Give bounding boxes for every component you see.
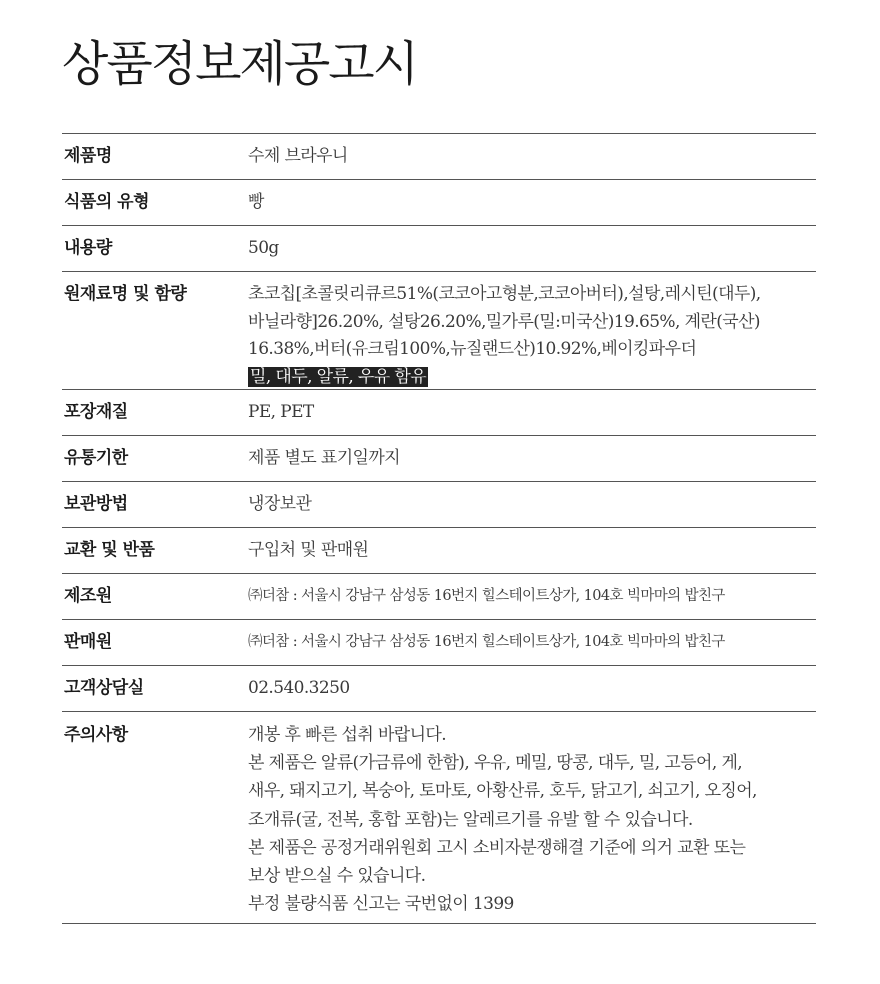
precaution-line: 개봉 후 빠른 섭취 바랍니다. <box>248 725 447 745</box>
row-label: 원재료명 및 함량 <box>64 284 187 304</box>
precaution-line: 본 제품은 공정거래위원회 고시 소비자분쟁해결 기준에 의거 교환 또는 <box>248 837 746 858</box>
row-label: 유통기한 <box>64 448 128 468</box>
table-row-customer-center <box>62 666 816 712</box>
row-label: 제품명 <box>64 146 112 166</box>
row-value: ㈜더참 : 서울시 강남구 삼성동 16번지 힐스테이트상가, 104호 빅마마의 밥친구 <box>248 634 725 650</box>
table-row-manufacturer <box>62 574 816 620</box>
row-label: 고객상담실 <box>64 678 144 698</box>
precaution-line: 보상 받으실 수 있습니다. <box>248 865 426 886</box>
row-value: 수제 브라우니 <box>248 146 348 166</box>
row-label: 제조원 <box>64 586 112 606</box>
table-row-expiry <box>62 436 816 482</box>
row-label: 주의사항 <box>64 725 128 745</box>
row-label: 교환 및 반품 <box>64 540 155 560</box>
precaution-line: 새우, 돼지고기, 복숭아, 토마토, 아황산류, 호두, 닭고기, 쇠고기, 오징어, <box>248 781 757 802</box>
table-row-food-type <box>62 180 816 226</box>
table-row-precautions <box>62 712 816 924</box>
table-row-ingredients <box>62 272 816 390</box>
row-value <box>248 281 816 389</box>
table-row-storage <box>62 482 816 528</box>
row-label: 식품의 유형 <box>64 192 150 212</box>
table-row-product-name <box>62 134 816 180</box>
row-value: 구입처 및 판매원 <box>248 540 369 560</box>
allergen-line <box>248 364 816 392</box>
info-table <box>62 133 816 924</box>
allergen-highlight: 밀, 대두, 알류, 우유 함유 <box>250 366 427 387</box>
ingredients-line: 바닐라향]26.20%, 설탕26.20%,밀가루(밀:미국산)19.65%, 계란(국산) <box>248 311 760 332</box>
table-row-net-content <box>62 226 816 272</box>
precaution-line: 부정 불량식품 신고는 국번없이 1399 <box>248 894 514 915</box>
precaution-line: 본 제품은 알류(가금류에 한함), 우유, 메밀, 땅콩, 대두, 밀, 고등어, 게, <box>248 753 743 774</box>
row-value: PE, PET <box>248 402 314 422</box>
row-label: 내용량 <box>64 238 112 258</box>
row-label: 보관방법 <box>64 494 128 514</box>
row-value: ㈜더참 : 서울시 강남구 삼성동 16번지 힐스테이트상가, 104호 빅마마의 밥친구 <box>248 588 725 604</box>
precaution-line: 조개류(굴, 전복, 홍합 포함)는 알레르기를 유발 할 수 있습니다. <box>248 809 693 830</box>
row-label: 판매원 <box>64 632 112 652</box>
table-row-packaging <box>62 390 816 436</box>
page-title: 상품정보제공고시 <box>62 36 417 92</box>
row-value: 빵 <box>248 192 264 212</box>
ingredients-line: 16.38%,버터(유크림100%,뉴질랜드산)10.92%,베이킹파우더 <box>248 339 697 359</box>
row-value: 냉장보관 <box>248 494 312 514</box>
ingredients-line: 초코칩[초콜릿리큐르51%(코코아고형분,코코아버터),설탕,레시틴(대두), <box>248 284 761 304</box>
row-label: 포장재질 <box>64 402 128 422</box>
row-value: 50g <box>248 238 279 258</box>
table-row-seller <box>62 620 816 666</box>
row-value: 02.540.3250 <box>248 678 350 698</box>
table-row-returns <box>62 528 816 574</box>
row-value <box>248 721 816 923</box>
row-value: 제품 별도 표기일까지 <box>248 448 401 468</box>
